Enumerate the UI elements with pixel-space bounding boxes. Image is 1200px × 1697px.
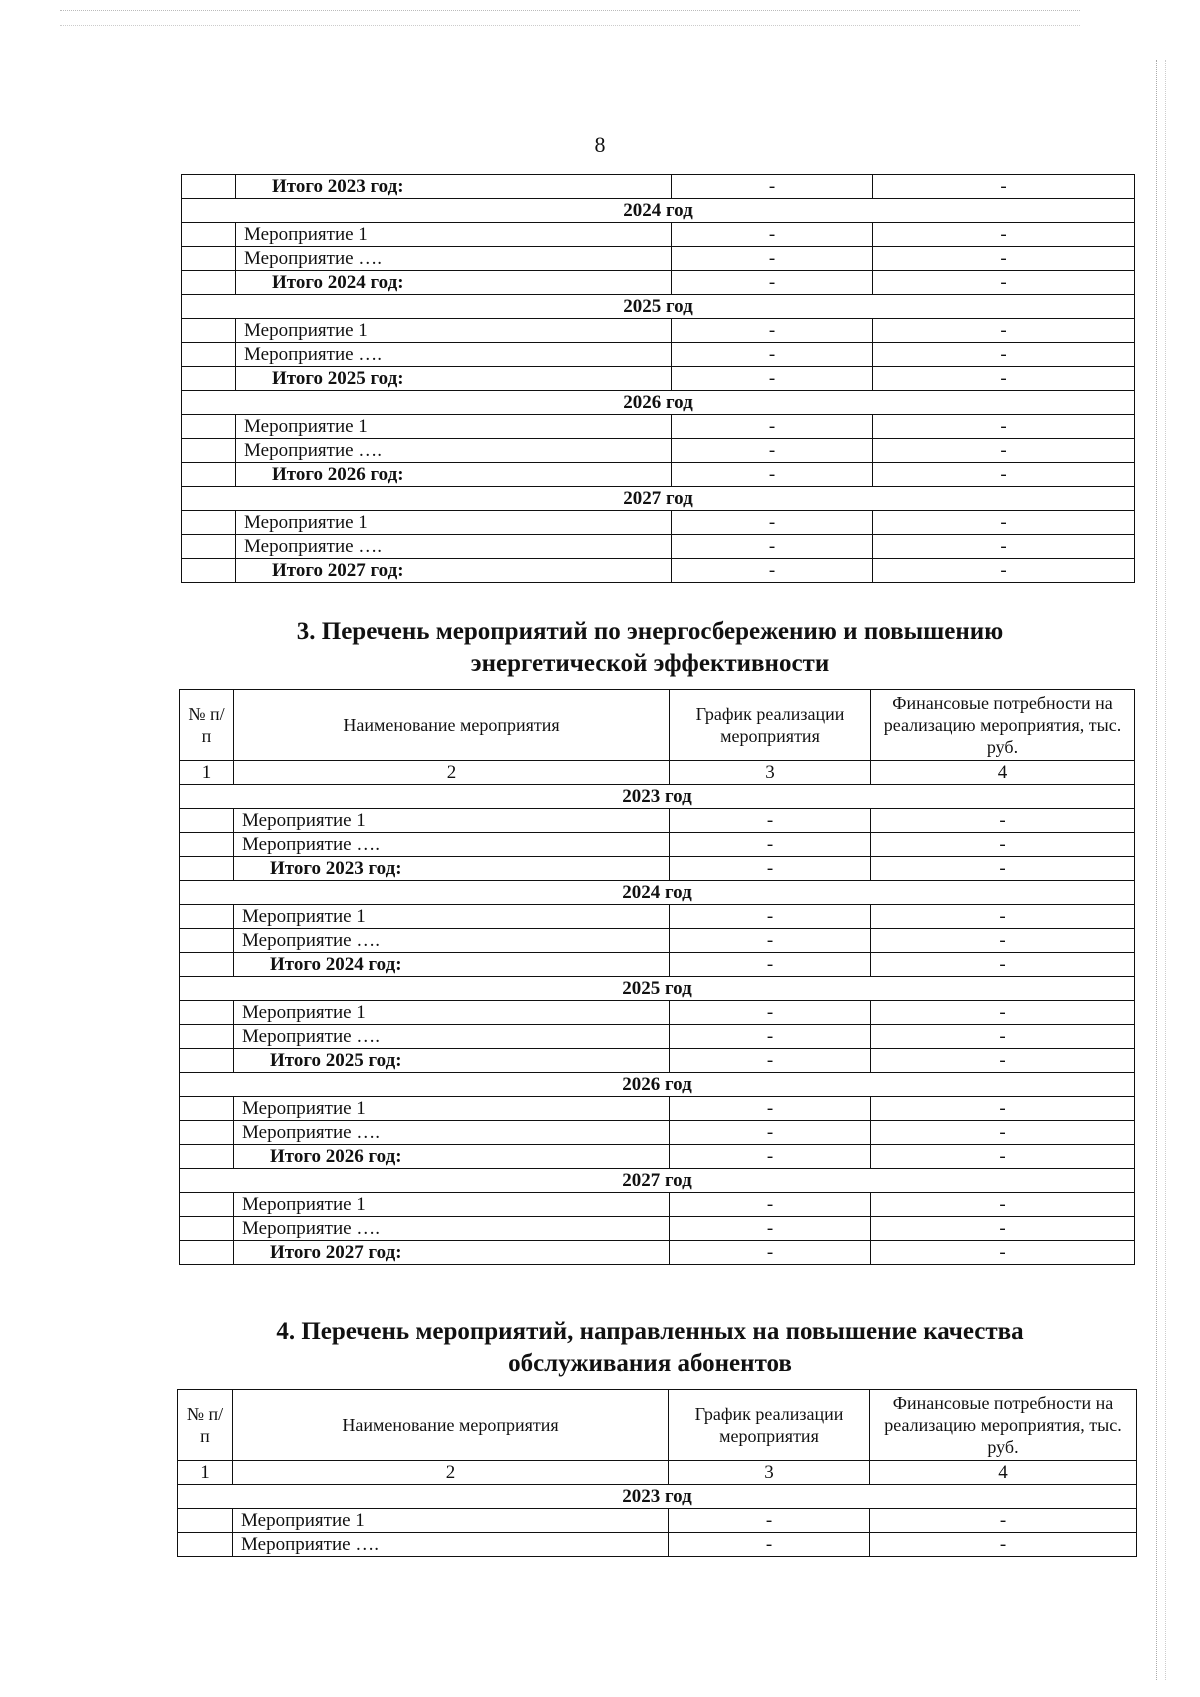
schedule-cell: -	[672, 415, 873, 439]
finance-cell: -	[873, 175, 1135, 199]
finance-cell: -	[871, 809, 1135, 833]
total-label: Итого 2023 год:	[234, 857, 670, 881]
header-finance: Финансовые потребности на реализацию мероприятия, тыс. руб.	[871, 690, 1135, 761]
finance-cell: -	[871, 1241, 1135, 1265]
header-num: № п/п	[178, 1390, 233, 1461]
row-number-cell	[182, 271, 236, 295]
finance-cell: -	[873, 223, 1135, 247]
section-4-heading: 4. Перечень мероприятий, направленных на повышение качества обслуживания абонентов	[276, 1318, 1024, 1377]
activity-name: Мероприятие 1	[234, 905, 670, 929]
schedule-cell: -	[672, 511, 873, 535]
schedule-cell: -	[670, 1217, 871, 1241]
activity-name: Мероприятие ….	[233, 1533, 669, 1557]
activity-row	[180, 905, 1135, 929]
total-label: Итого 2025 год:	[236, 367, 672, 391]
year-group-row	[180, 1073, 1135, 1097]
schedule-cell: -	[672, 223, 873, 247]
total-label: Итого 2024 год:	[234, 953, 670, 977]
row-number-cell	[180, 857, 234, 881]
schedule-cell: -	[670, 953, 871, 977]
finance-cell: -	[871, 1097, 1135, 1121]
activity-row	[180, 1025, 1135, 1049]
year-label: 2024 год	[180, 881, 1135, 905]
activity-row	[182, 511, 1135, 535]
scan-artifact-right-edge	[1156, 60, 1166, 1680]
row-number-cell	[180, 905, 234, 929]
finance-cell: -	[871, 857, 1135, 881]
schedule-cell: -	[669, 1533, 870, 1557]
total-row	[180, 953, 1135, 977]
finance-cell: -	[873, 415, 1135, 439]
finance-cell: -	[873, 559, 1135, 583]
year-label: 2025 год	[180, 977, 1135, 1001]
activity-name: Мероприятие ….	[236, 439, 672, 463]
year-group-row	[178, 1485, 1137, 1509]
row-number-cell	[180, 1121, 234, 1145]
year-group-row	[182, 295, 1135, 319]
total-row	[182, 175, 1135, 199]
row-number-cell	[182, 463, 236, 487]
header-finance: Финансовые потребности на реализацию мероприятия, тыс. руб.	[870, 1390, 1137, 1461]
total-row	[180, 1145, 1135, 1169]
activity-row	[182, 439, 1135, 463]
year-group-row	[180, 1169, 1135, 1193]
total-row	[180, 857, 1135, 881]
row-number-cell	[180, 953, 234, 977]
row-number-cell	[182, 175, 236, 199]
row-number-cell	[182, 511, 236, 535]
activity-row	[182, 319, 1135, 343]
page-number: 8	[594, 132, 606, 157]
row-number-cell	[180, 929, 234, 953]
year-group-row	[180, 881, 1135, 905]
activity-row	[180, 1097, 1135, 1121]
year-label: 2023 год	[180, 785, 1135, 809]
activity-name: Мероприятие ….	[234, 929, 670, 953]
year-group-row	[182, 487, 1135, 511]
finance-cell: -	[873, 271, 1135, 295]
schedule-cell: -	[670, 929, 871, 953]
schedule-cell: -	[670, 1193, 871, 1217]
header-schedule: График реализации мероприятия	[670, 690, 871, 761]
column-number: 1	[178, 1461, 233, 1485]
table-header-row	[178, 1390, 1137, 1461]
activity-row	[180, 1001, 1135, 1025]
total-label: Итого 2027 год:	[234, 1241, 670, 1265]
activity-name: Мероприятие 1	[234, 1193, 670, 1217]
activity-row	[180, 833, 1135, 857]
schedule-cell: -	[672, 463, 873, 487]
activity-row	[182, 343, 1135, 367]
activity-name: Мероприятие 1	[234, 1097, 670, 1121]
activity-name: Мероприятие ….	[234, 1025, 670, 1049]
finance-cell: -	[871, 1001, 1135, 1025]
year-label: 2023 год	[178, 1485, 1137, 1509]
row-number-cell	[182, 535, 236, 559]
activity-name: Мероприятие 1	[236, 511, 672, 535]
column-numbers-row	[178, 1461, 1137, 1485]
energy-saving-activities-table	[179, 689, 1135, 1265]
total-row	[180, 1241, 1135, 1265]
row-number-cell	[180, 1145, 234, 1169]
finance-cell: -	[871, 833, 1135, 857]
activity-row	[180, 809, 1135, 833]
finance-cell: -	[873, 367, 1135, 391]
row-number-cell	[180, 809, 234, 833]
schedule-cell: -	[672, 175, 873, 199]
total-row	[182, 463, 1135, 487]
header-num: № п/п	[180, 690, 234, 761]
schedule-cell: -	[672, 271, 873, 295]
schedule-cell: -	[670, 1097, 871, 1121]
schedule-cell: -	[672, 439, 873, 463]
schedule-cell: -	[670, 809, 871, 833]
column-number: 2	[234, 761, 670, 785]
schedule-cell: -	[670, 1001, 871, 1025]
total-label: Итого 2027 год:	[236, 559, 672, 583]
row-number-cell	[182, 319, 236, 343]
header-schedule: График реализации мероприятия	[669, 1390, 870, 1461]
schedule-cell: -	[670, 857, 871, 881]
finance-cell: -	[871, 953, 1135, 977]
activity-row	[180, 1193, 1135, 1217]
activity-row	[182, 535, 1135, 559]
activity-name: Мероприятие ….	[236, 247, 672, 271]
finance-cell: -	[873, 247, 1135, 271]
finance-cell: -	[873, 511, 1135, 535]
finance-cell: -	[873, 463, 1135, 487]
schedule-cell: -	[670, 1145, 871, 1169]
schedule-cell: -	[672, 343, 873, 367]
finance-cell: -	[873, 343, 1135, 367]
activity-row	[182, 247, 1135, 271]
header-name: Наименование мероприятия	[234, 690, 670, 761]
row-number-cell	[182, 415, 236, 439]
column-number: 4	[870, 1461, 1137, 1485]
schedule-cell: -	[669, 1509, 870, 1533]
year-label: 2026 год	[182, 391, 1135, 415]
schedule-cell: -	[670, 905, 871, 929]
row-number-cell	[178, 1533, 233, 1557]
schedule-cell: -	[670, 1241, 871, 1265]
year-group-row	[182, 391, 1135, 415]
activity-row	[178, 1533, 1137, 1557]
table-header-row	[180, 690, 1135, 761]
row-number-cell	[182, 343, 236, 367]
activity-row	[180, 929, 1135, 953]
total-row	[182, 559, 1135, 583]
row-number-cell	[180, 1001, 234, 1025]
schedule-cell: -	[672, 247, 873, 271]
total-row	[182, 271, 1135, 295]
column-number: 2	[233, 1461, 669, 1485]
header-name: Наименование мероприятия	[233, 1390, 669, 1461]
schedule-cell: -	[672, 319, 873, 343]
activity-name: Мероприятие 1	[236, 319, 672, 343]
activity-name: Мероприятие ….	[236, 535, 672, 559]
activity-name: Мероприятие ….	[236, 343, 672, 367]
year-group-row	[182, 199, 1135, 223]
row-number-cell	[182, 559, 236, 583]
scan-artifact-top	[60, 10, 1080, 26]
customer-service-activities-table	[177, 1389, 1137, 1557]
activity-row	[182, 223, 1135, 247]
row-number-cell	[180, 1025, 234, 1049]
total-label: Итого 2025 год:	[234, 1049, 670, 1073]
activity-name: Мероприятие 1	[234, 809, 670, 833]
activity-name: Мероприятие ….	[234, 1217, 670, 1241]
column-number: 1	[180, 761, 234, 785]
row-number-cell	[180, 1241, 234, 1265]
finance-cell: -	[871, 929, 1135, 953]
schedule-cell: -	[672, 367, 873, 391]
row-number-cell	[180, 833, 234, 857]
schedule-cell: -	[670, 833, 871, 857]
row-number-cell	[180, 1049, 234, 1073]
activity-row	[178, 1509, 1137, 1533]
year-label: 2025 год	[182, 295, 1135, 319]
schedule-cell: -	[672, 559, 873, 583]
activity-row	[180, 1121, 1135, 1145]
total-label: Итого 2023 год:	[236, 175, 672, 199]
total-label: Итого 2024 год:	[236, 271, 672, 295]
finance-cell: -	[871, 1193, 1135, 1217]
row-number-cell	[180, 1097, 234, 1121]
row-number-cell	[182, 367, 236, 391]
row-number-cell	[182, 247, 236, 271]
column-number: 3	[669, 1461, 870, 1485]
activity-name: Мероприятие 1	[234, 1001, 670, 1025]
total-label: Итого 2026 год:	[236, 463, 672, 487]
finance-cell: -	[870, 1533, 1137, 1557]
finance-cell: -	[873, 439, 1135, 463]
year-group-row	[180, 785, 1135, 809]
finance-cell: -	[871, 905, 1135, 929]
year-group-row	[180, 977, 1135, 1001]
finance-cell: -	[871, 1145, 1135, 1169]
finance-cell: -	[871, 1025, 1135, 1049]
row-number-cell	[178, 1509, 233, 1533]
year-label: 2027 год	[180, 1169, 1135, 1193]
finance-cell: -	[871, 1049, 1135, 1073]
column-number: 4	[871, 761, 1135, 785]
year-label: 2027 год	[182, 487, 1135, 511]
activity-row	[180, 1217, 1135, 1241]
column-numbers-row	[180, 761, 1135, 785]
activity-name: Мероприятие 1	[236, 415, 672, 439]
activity-row	[182, 415, 1135, 439]
activity-name: Мероприятие 1	[233, 1509, 669, 1533]
column-number: 3	[670, 761, 871, 785]
activity-name: Мероприятие ….	[234, 1121, 670, 1145]
activities-table-continuation	[181, 174, 1135, 583]
finance-cell: -	[873, 535, 1135, 559]
total-row	[180, 1049, 1135, 1073]
finance-cell: -	[871, 1217, 1135, 1241]
total-label: Итого 2026 год:	[234, 1145, 670, 1169]
finance-cell: -	[873, 319, 1135, 343]
finance-cell: -	[870, 1509, 1137, 1533]
year-label: 2026 год	[180, 1073, 1135, 1097]
row-number-cell	[180, 1217, 234, 1241]
schedule-cell: -	[670, 1025, 871, 1049]
finance-cell: -	[871, 1121, 1135, 1145]
year-label: 2024 год	[182, 199, 1135, 223]
activity-name: Мероприятие ….	[234, 833, 670, 857]
row-number-cell	[180, 1193, 234, 1217]
total-row	[182, 367, 1135, 391]
section-3-heading: 3. Перечень мероприятий по энергосбережению и повышению энергетической эффективности	[296, 618, 1004, 677]
row-number-cell	[182, 223, 236, 247]
schedule-cell: -	[670, 1049, 871, 1073]
schedule-cell: -	[672, 535, 873, 559]
activity-name: Мероприятие 1	[236, 223, 672, 247]
schedule-cell: -	[670, 1121, 871, 1145]
row-number-cell	[182, 439, 236, 463]
